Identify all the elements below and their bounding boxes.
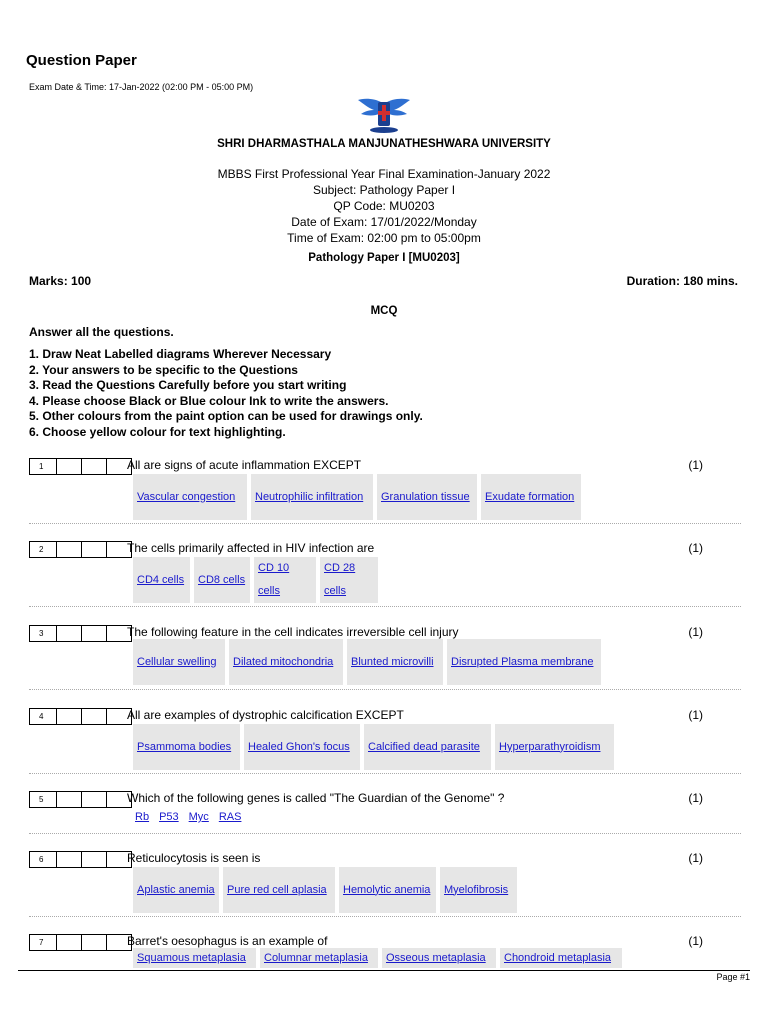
option-d[interactable]: Myelofibrosis (440, 867, 517, 913)
option-group (133, 474, 581, 520)
question-text: The cells primarily affected in HIV infection are (127, 541, 375, 555)
paper-title: Pathology Paper I [MU0203] (308, 252, 460, 264)
page-number: Page #1 (716, 972, 750, 982)
question-7 (29, 934, 741, 968)
option-b[interactable]: P53 (159, 811, 179, 823)
option-a[interactable]: CD4 cells (133, 557, 190, 603)
footer-divider (18, 970, 750, 971)
question-marks: (1) (688, 934, 703, 948)
option-b[interactable]: Columnar metaplasia (260, 948, 378, 968)
question-4 (29, 708, 741, 774)
exam-info-line: Time of Exam: 02:00 pm to 05:00pm (287, 231, 481, 245)
question-5 (29, 791, 741, 834)
option-b[interactable]: Pure red cell aplasia (223, 867, 335, 913)
question-marks: (1) (688, 851, 703, 865)
instruction-item: 5. Other colours from the paint option can be used for drawings only. (29, 409, 423, 424)
option-a[interactable]: Psammoma bodies (133, 724, 240, 770)
option-b[interactable]: Dilated mitochondria (229, 639, 343, 685)
option-group (133, 809, 243, 825)
instructions-list (29, 347, 423, 441)
option-b[interactable]: Neutrophilic infiltration (251, 474, 373, 520)
option-d[interactable]: Exudate formation (481, 474, 581, 520)
option-c[interactable]: Granulation tissue (377, 474, 477, 520)
question-marks: (1) (688, 458, 703, 472)
instruction-item: 3. Read the Questions Carefully before you start writing (29, 378, 347, 393)
option-c[interactable]: Osseous metaplasia (382, 948, 496, 968)
university-logo-icon (358, 96, 410, 136)
option-c[interactable]: CD 10 cells (254, 557, 316, 603)
option-c[interactable]: Calcified dead parasite (364, 724, 491, 770)
option-d[interactable]: Chondroid metaplasia (500, 948, 622, 968)
exam-info-line: Subject: Pathology Paper I (312, 183, 456, 197)
exam-info-line: QP Code: MU0203 (333, 199, 435, 213)
option-group (133, 639, 601, 685)
option-c[interactable]: Hemolytic anemia (339, 867, 436, 913)
question-number-box: 6 (29, 851, 132, 868)
duration-label: Duration: 180 mins. (626, 274, 738, 288)
question-text: All are examples of dystrophic calcification EXCEPT (127, 708, 404, 722)
question-2 (29, 541, 741, 607)
question-number-box: 4 (29, 708, 132, 725)
option-group (133, 948, 622, 968)
question-1 (29, 458, 741, 524)
question-3 (29, 625, 741, 690)
answer-all-instruction: Answer all the questions. (29, 325, 174, 339)
section-heading: MCQ (370, 305, 398, 317)
question-number-box: 3 (29, 625, 132, 642)
question-text: Barret's oesophagus is an example of (127, 934, 328, 948)
option-a[interactable]: Aplastic anemia (133, 867, 219, 913)
question-text: Reticulocytosis is seen is (127, 851, 261, 865)
exam-info (0, 166, 768, 246)
option-group (133, 557, 378, 603)
question-marks: (1) (688, 625, 703, 639)
option-d[interactable]: Disrupted Plasma membrane (447, 639, 601, 685)
option-a[interactable]: Cellular swelling (133, 639, 225, 685)
option-a[interactable]: Vascular congestion (133, 474, 247, 520)
question-number-box: 2 (29, 541, 132, 558)
question-number-box: 1 (29, 458, 132, 475)
page-title: Question Paper (26, 52, 137, 69)
question-marks: (1) (688, 541, 703, 555)
question-text: Which of the following genes is called "The Guardian of the Genome" ? (127, 791, 505, 805)
question-6 (29, 851, 741, 917)
question-number-box: 7 (29, 934, 132, 951)
exam-info-line: Date of Exam: 17/01/2022/Monday (291, 215, 477, 229)
instruction-item: 2. Your answers to be specific to the Questions (29, 362, 298, 377)
question-text: All are signs of acute inflammation EXCEPT (127, 458, 362, 472)
option-a[interactable]: Rb (135, 811, 150, 823)
question-marks: (1) (688, 708, 703, 722)
option-c[interactable]: Myc (188, 811, 209, 823)
marks-label: Marks: 100 (29, 274, 92, 288)
option-b[interactable]: Healed Ghon's focus (244, 724, 360, 770)
option-group (133, 724, 614, 770)
instruction-item: 4. Please choose Black or Blue colour Ink to write the answers. (29, 393, 389, 408)
exam-info-line: MBBS First Professional Year Final Examination-January 2022 (217, 167, 551, 181)
question-marks: (1) (688, 791, 703, 805)
question-text: The following feature in the cell indicates irreversible cell injury (127, 625, 459, 639)
exam-date-time: Exam Date & Time: 17-Jan-2022 (02:00 PM - 05:00 PM) (29, 82, 254, 92)
instruction-item: 6. Choose yellow colour for text highlighting. (29, 424, 286, 439)
option-d[interactable]: RAS (218, 811, 242, 823)
option-b[interactable]: CD8 cells (194, 557, 250, 603)
university-name: SHRI DHARMASTHALA MANJUNATHESHWARA UNIVERSITY (217, 138, 551, 150)
option-c[interactable]: Blunted microvilli (347, 639, 443, 685)
instruction-item: 1. Draw Neat Labelled diagrams Wherever Necessary (29, 347, 332, 361)
option-group (133, 867, 517, 913)
question-number-box: 5 (29, 791, 132, 808)
option-a[interactable]: Squamous metaplasia (133, 948, 256, 968)
option-d[interactable]: Hyperparathyroidism (495, 724, 614, 770)
option-d[interactable]: CD 28 cells (320, 557, 378, 603)
